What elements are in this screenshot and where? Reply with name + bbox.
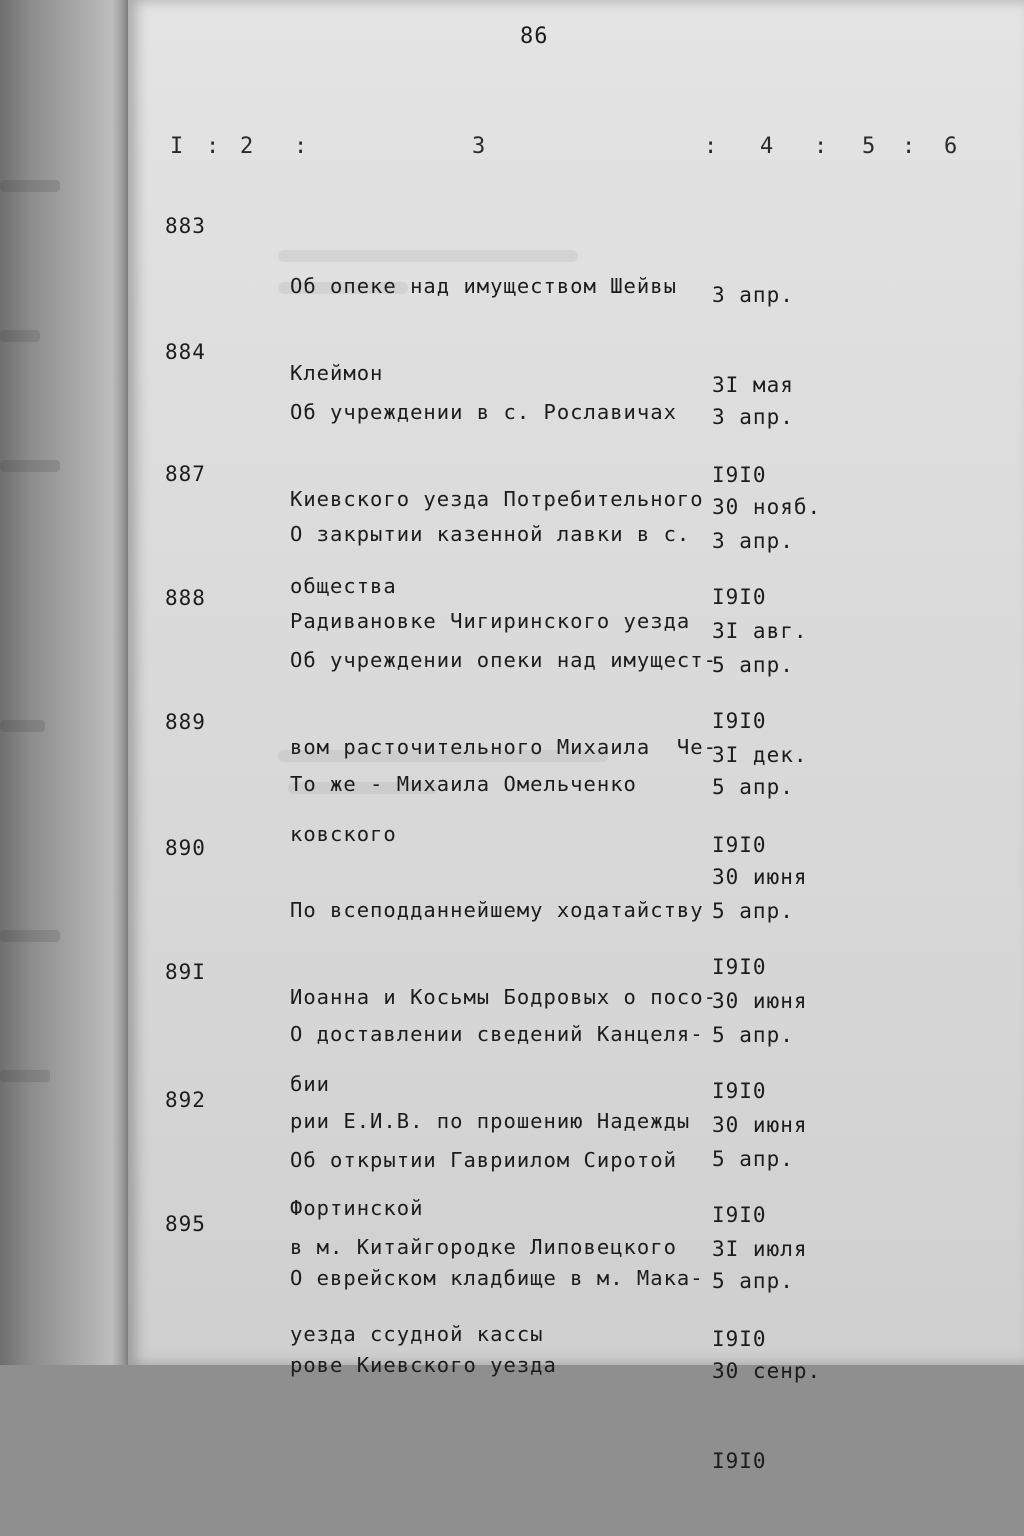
entry-number: 884 [165, 340, 206, 364]
entry-title-line: Об учреждении в с. Рославичах [290, 400, 677, 424]
entry-date-line: 30 сенр. [712, 1359, 822, 1383]
spine-ghost-text [0, 930, 60, 942]
entry-title-line: Фортинской [290, 1196, 424, 1220]
entry-date-line: 30 июня [712, 1113, 808, 1137]
column-header-2: 2 [240, 134, 255, 159]
entry-number: 883 [165, 214, 206, 238]
entry-title-line: общества [290, 574, 397, 598]
entry-title-line: Об опеке над имуществом Шейвы [290, 274, 677, 298]
column-header-3: 3 [472, 134, 487, 159]
entry-date-line: 5 апр. [712, 653, 794, 677]
entry-date-line: 3I июля [712, 1237, 808, 1261]
entry-date-line: I9I0 [712, 1449, 767, 1473]
spine-ghost-text [0, 180, 60, 192]
entry-date-line: 5 апр. [712, 899, 794, 923]
entry-title-line: рии Е.И.В. по прошению Надежды [290, 1109, 691, 1133]
column-separator: : [206, 134, 221, 159]
entry-date-line: 3I авг. [712, 619, 808, 643]
entry-date-line: 5 апр. [712, 1269, 794, 1293]
entry-title-line: О еврейском кладбище в м. Мака- [290, 1266, 704, 1290]
entry-title-line: рове Киевского уезда [290, 1353, 557, 1377]
entry-date-line: I9I0 [712, 955, 767, 979]
entry-title-line: Радивановке Чигиринского уезда [290, 609, 691, 633]
entry-date-line: 3 апр. [712, 529, 794, 553]
entry-date-line: I9I0 [712, 709, 767, 733]
entry-date-line: 5 апр. [712, 1023, 794, 1047]
entry-title-line: уезда ссудной кассы [290, 1322, 544, 1346]
entry-date-line: I9I0 [712, 1203, 767, 1227]
entry-number: 889 [165, 710, 206, 734]
entry-title-line: Иоанна и Косьмы Бодровых о посо- [290, 985, 717, 1009]
entry-title [290, 712, 637, 857]
entry-number: 888 [165, 586, 206, 610]
entry-date-line: I9I0 [712, 1079, 767, 1103]
entry-date-line: 30 нояб. [712, 495, 822, 519]
entry-title-line: О закрытии казенной лавки в с. [290, 522, 691, 546]
spine-ghost-text [0, 720, 45, 732]
column-separator: : [902, 134, 917, 159]
entry-title [290, 1206, 704, 1438]
entry-date-line: 3I дек. [712, 743, 808, 767]
page-number: 86 [520, 24, 549, 49]
entry-number: 89I [165, 960, 206, 984]
entry-date-line: I9I0 [712, 463, 767, 487]
entry-title-line: То же - Михаила Омельченко [290, 772, 637, 796]
entry-date-line: 3 апр. [712, 405, 794, 429]
entry-title-line: Киевского уезда Потребительного [290, 487, 704, 511]
book-spine [0, 0, 128, 1365]
entry-date-line: 30 июня [712, 865, 808, 889]
entry-title-line: Об открытии Гавриилом Сиротой [290, 1148, 677, 1172]
column-separator: : [814, 134, 829, 159]
entry-date-line: 3I мая [712, 373, 794, 397]
entry-title-line: бии [290, 1072, 331, 1096]
entry-date-line: 30 июня [712, 989, 808, 1013]
column-header-1: I [170, 134, 185, 159]
entry-date-line: I9I0 [712, 833, 767, 857]
entry-date-line: 5 апр. [712, 775, 794, 799]
entry-dates [712, 1206, 821, 1536]
entry-date-line: I9I0 [712, 585, 767, 609]
entry-title-line: в м. Китайгородке Липовецкого [290, 1235, 677, 1259]
entry-title-line: ковского [290, 822, 397, 846]
spine-ghost-text [0, 330, 40, 342]
entry-date-line: 3 апр. [712, 283, 794, 307]
entry-title-line: По всеподданнейшему ходатайству [290, 898, 704, 922]
spine-ghost-text [0, 1070, 50, 1082]
column-header-6: 6 [944, 134, 959, 159]
entry-number: 890 [165, 836, 206, 860]
spine-ghost-text [0, 460, 60, 472]
column-header-5: 5 [862, 134, 877, 159]
column-separator: : [704, 134, 719, 159]
entry-title-line: Клеймон [290, 361, 384, 385]
entry-number: 887 [165, 462, 206, 486]
entry-date-line: I9I0 [712, 1327, 767, 1351]
entry-title-line: Об учреждении опеки над имущест- [290, 648, 717, 672]
entry-number: 895 [165, 1212, 206, 1236]
column-header-4: 4 [760, 134, 775, 159]
entry-title-line: вом расточительного Михаила Че- [290, 735, 717, 759]
column-separator: : [294, 134, 309, 159]
entry-number: 892 [165, 1088, 206, 1112]
entry-date-line: 5 апр. [712, 1147, 794, 1171]
entry-title-line: О доставлении сведений Канцеля- [290, 1022, 704, 1046]
